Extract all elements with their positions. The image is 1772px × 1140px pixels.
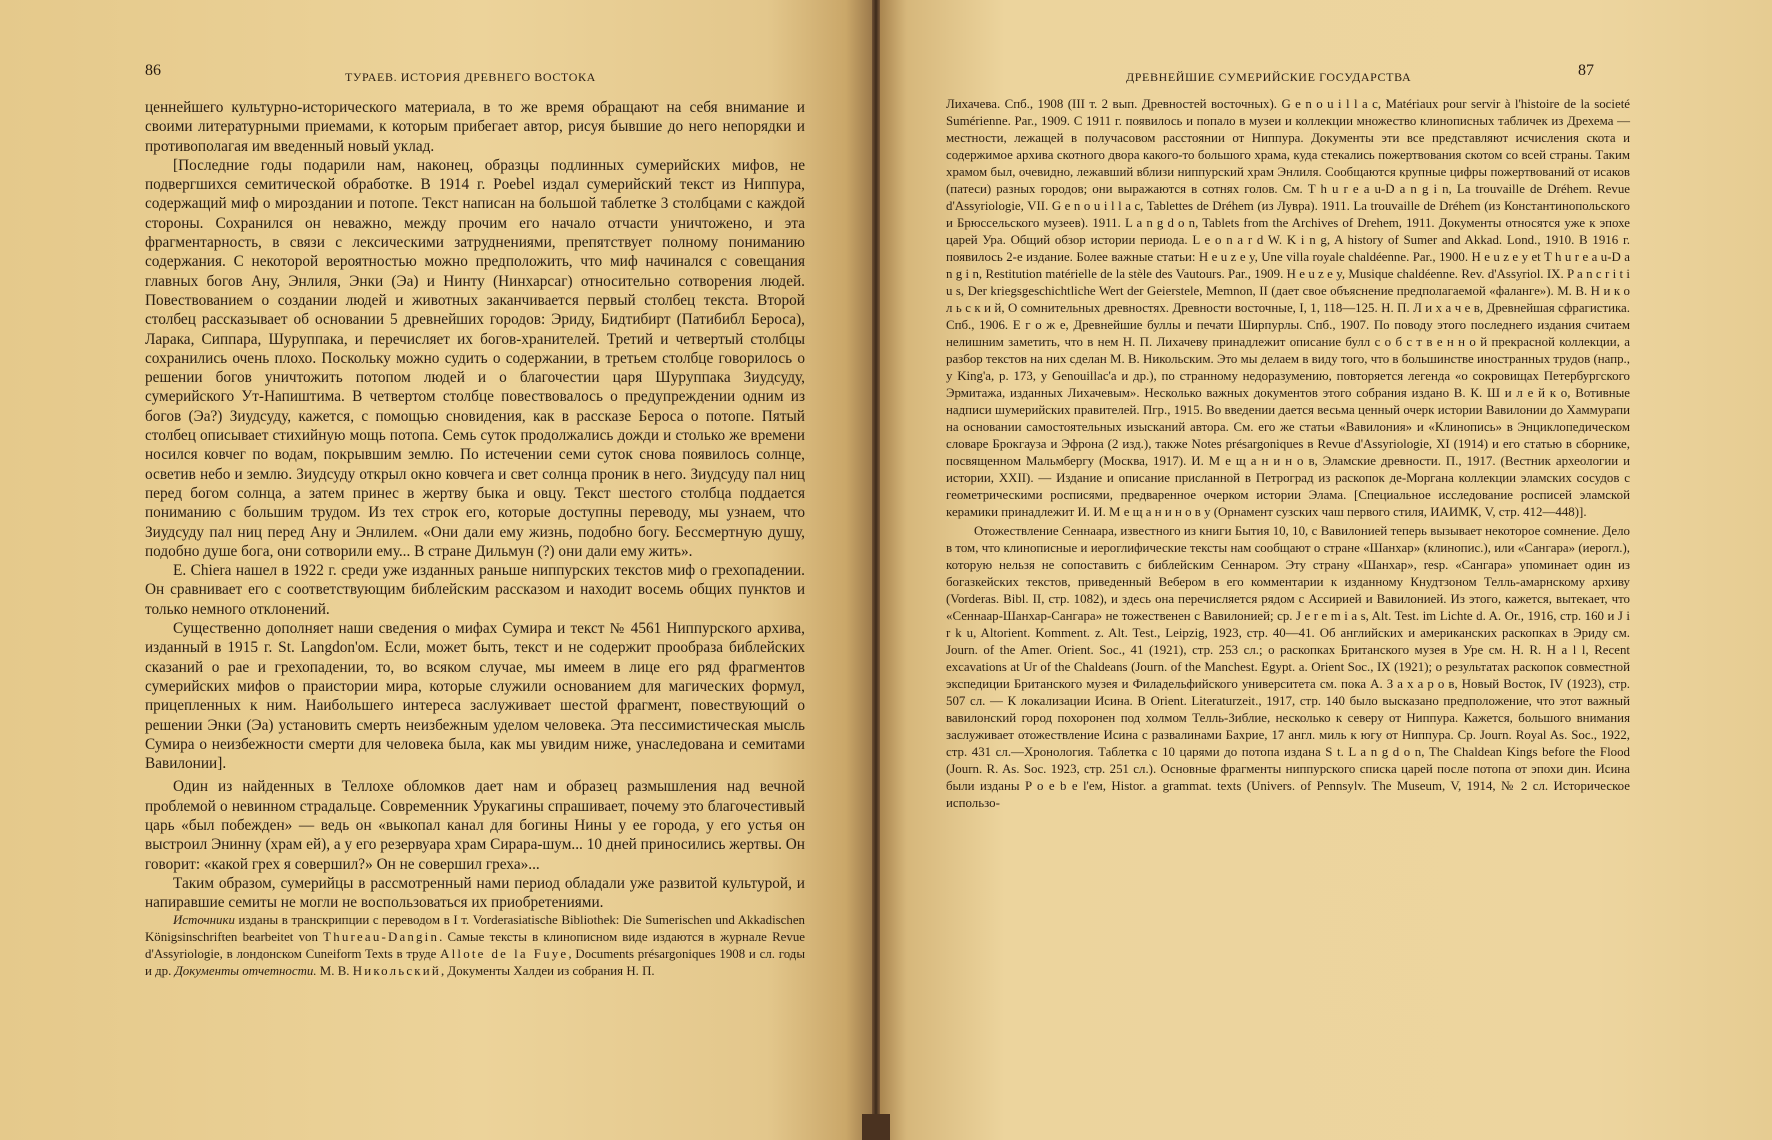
footnotes-left (145, 912, 805, 980)
paragraph: Существенно дополняет наши сведения о мифах Сумира и текст № 4561 Ниппурского архива, изданный в 1915 г. St. Langdon'ом. Если, может быть, текст и не содержит прообраза библейских сказаний о рае и грехопадении, то, во всяком случае, мы имеем в лице его ряд фрагментов сумерийских мифов о праистории мира, которые служили основанием для магических формул, прицепленных к ним. Наибольшего интереса заслуживает шестой фрагмент, повествующий о решении Энки (Эа) установить смерть неизбежным уделом человека. Эта пессимистическая мысль Сумира о неизбежности смерти для человека была, как мы увидим ниже, унаследована и семитами Вавилонии]. (145, 620, 805, 773)
body-text-left (145, 98, 805, 912)
footnote-paragraph: Лихачева. Спб., 1908 (III т. 2 вып. Древностей восточных). G e n o u i l l a c, Matériaux pour servir à l'histoire de la societé Sumérienne. Par., 1909. С 1911 г. появилось и попало в музеи и коллекции множество клинописных табличек из Дрехема — местности, лежащей в получасовом расстоянии от Ниппура. Документы эти все представляют исчисления скота и содержимое архива скотного двора какого-то большого храма, куда стекались пожертвования скотом со всей страны. Таким храмом был, очевидно, лежавший вблизи ниппурский храм Энлиля. Сообщаются крупные цифры пожертвований от исаков (патеси) разных городов; они выражаются в сотнях голов. См. T h u r e a u-D a n g i n, La trouvaille de Dréhem. Revue d'Assyriologie, VII. G e n o u i l l a c, Tablettes de Dréhem (из Лувра). 1911. La trouvaille de Dréhem (из Константинопольского и Брюссельского музеев). 1911. L a n g d o n, Tablets from the Archives of Drehem, 1911. Документы относятся уже к эпохе царей Ура. Общий обзор истории периода. L e o n a r d W. K i n g, A history of Sumer and Akkad. Lond., 1910. В 1916 г. появилось 2-е издание. Более важные статьи: H e u z e y, Une villa royale chaldéenne. Par., 1900. H e u z e y et T h u r e a u-D a n g i n, Restitution matérielle de la stèle des Vautours. Par., 1909. H e u z e y, Musique chaldéenne. Rev. d'Assyriol. IX. P a n c r i t i u s, Der kriegsgeschichtliche Wert der Geierstele, Memnon, II (дает свое объяснение предполагаемой «фаланге»). М. В. Н и к о л ь с к и й, О сомнительных древностях. Древности восточные, I, 1, 118—125. Н. П. Л и х а ч е в, Древнейшая сфрагистика. Спб., 1906. Е г о ж е, Древнейшие буллы и печати Ширпурлы. Спб., 1907. По поводу этого последнего издания считаем нелишним заметить, что в нем Н. П. Лихачеву принадлежит описание булл с о б с т в е н н о й прекрасной коллекции, а разбор текстов на них сделан М. В. Никольским. Это мы делаем в виду того, что в большинстве иностранных трудов (напр., у King'а, p. 173, у Genouillac'а и др.), по странному недоразумению, повторяется легенда «о сокровищах Петербургского Эрмитажа, изданных Лихачевым». Несколько важных документов этого собрания издано В. К. Ш и л е й к о, Вотивные надписи шумерийских правителей. Пгр., 1915. Во введении дается весьма ценный очерк истории Вавилонии до Хаммурапи на основании самостоятельных изысканий автора. См. его же статьи «Вавилония» и «Клинопись» в Энциклопедическом словаре Брокгауза и Эфрона (2 изд.), также Notes présargoniques в Revue d'Assyriologie, XI (1914) и его статью в сборнике, посвященном Мальмбергу (Москва, 1917). И. М е щ а н и н о в, Эламские древности. П., 1917. (Вестник археологии и истории, XXII). — Издание и описание присланной в Петроград из раскопок де-Моргана коллекции эламских сосудов с геометрическими росписями, предваренное очерком истории Элама. [Специальное исследование росписей эламской керамики принадлежит И. И. М е щ а н и н о в у (Орнамент сузских чаш первого стиля, ИАИМК, V, стр. 412—448)]. (946, 97, 1630, 519)
page-number-right: 87 (1578, 62, 1594, 79)
note-seg: , Документы Халдеи из собрания Н. П. (440, 964, 655, 978)
paragraph: Таким образом, сумерийцы в рассмотренный нами период обладали уже развитой культурой, и напиравшие семиты не могли не воспользоваться их приобретениями. (145, 874, 805, 912)
note-seg: Allote de la Fuye (440, 947, 569, 961)
running-head-right: ДРЕВНЕЙШИЕ СУМЕРИЙСКИЕ ГОСУДАРСТВА (1126, 70, 1412, 84)
paragraph: [Последние годы подарили нам, наконец, образцы подлинных сумерийских мифов, не подвергшихся семитической обработке. В 1914 г. Poebel издал сумерийский текст из Ниппура, содержащий миф о мироздании и потопе. Текст написан на большой таблетке 3 столбцами с каждой стороны. Сохранился он неважно, между прочим его начало отчасти уничтожено, и эта фрагментарность, в связи с лексическими затруднениями, препятствует полному пониманию содержания. С некоторой вероятностью можно предположить, что миф начинался с совещания главных богов Ану, Энлиля, Энки (Эа) и Нинту (Нинхарсаг) относительно сотворения людей. Повествованием о создании людей и животных заканчивается первый столбец текста. Второй столбец рассказывает об основании 5 древнейших городов: Эриду, Бидтибирт (Патибибл Бероса), Ларака, Сиппара, Шуруппака, и перечисляет их богов-хранителей. Третий и четвертый столбцы сохранились очень плохо. Поскольку можно судить о содержании, в третьем столбце говорилось о решении богов уничтожить потопом людей и о благочестии царя Шуруппака Зиудсуду, сумерийского Ут-Напиштима. В четвертом столбце повествовалось о предупреждении одним из богов (Эа?) Зиудсуду, кажется, с помощью сновидения, как в рассказе Бероса о потопе. Пятый столбец описывает стихийную мощь потопа. Семь суток продолжались дожди и столько же времени носился ковчег по водам, покрывшим землю. По истечении семи суток снова появилось солнце, осветив небо и землю. Зиудсуду открыл окно ковчега и свет солнца проник в него. Зиудсуду пал ниц перед богом солнца, а затем принес в жертву быка и овцу. Текст шестого столбца поддается пониманию с большим трудом. Из тех строк его, которые доступны переводу, мы узнаем, что Зиудсуду пал ниц перед Ану и Энлилем. «Они дали ему жизнь, подобно богу. Бессмертную душу, подобно душе бога, они сотворили ему... В стране Дильмун (?) они дали ему жить». (145, 156, 805, 560)
footnote-paragraph (145, 912, 805, 980)
note-seg: изданы в транскрипции с переводом в I т. Vorderasiatische Bibliothek: Die Sumerischen und Akkadischen Königsinschriften bearbeitet von (145, 913, 805, 944)
paragraph: Один из найденных в Теллохе обломков дает нам и образец размышления над вечной проблемой о невинном страдальце. Современник Урукагины спрашивает, почему это благочестивый царь «был побежден» — ведь он «выкопал канал для богины Нины у ее города, у его устья он выстроил Энинну (храм ей), а у его резервуара храм Сирара-шум... 10 дней приносились жертвы. Он говорит: «какой грех я совершил?» Он не совершил греха»... (145, 778, 805, 873)
paragraph: ценнейшего культурно-исторического материала, в то же время обращают на себя внимание и своими литературными приемами, к которым прибегает автор, рисуя бывшие до него непорядки и противополагая им введенный новый уклад. (145, 99, 805, 155)
note-seg: Никольский (352, 964, 441, 978)
note-seg: . Самые тексты в клинописном виде издаются в журнале Revue d'Assyriologie, в лондонском Cuneiform Texts в труде (145, 930, 806, 961)
note-seg: Thureau-Dangin (323, 930, 440, 944)
right-page (880, 0, 1772, 1140)
note-seg: Источники (173, 913, 235, 927)
footnote-paragraph: Отожествление Сеннаара, известного из книги Бытия 10, 10, с Вавилонией теперь вызывает некоторое сомнение. Дело в том, что клинописные и иероглифические тексты нам сообщают о стране «Шанхар» (клинопис.), или «Сангара» (иерогл.), которую нельзя не сопоставить с библейским Сеннаром. Эту страну «Шанхар», resp. «Сангара» упоминает один из богазкейских текстов, приведенный Вебером в его комментарии к изданному Кнудтзоном Телль-амарнскому архиву (Vorderas. Bibl. II, стр. 1082), и здесь она перечисляется рядом с Ассирией и Вавилонией. Из этого, кажется, вытекает, что «Сеннаар-Шанхар-Сангара» не тожественен с Вавилонией; ср. J e r e m i a s, Alt. Test. im Lichte d. A. Or., 1916, стр. 160 и J i r k u, Altorient. Komment. z. Alt. Test., Leipzig, 1923, стр. 40—41. Об английских и американских раскопках в Эриду см. Journ. of the Amer. Orient. Soc., 41 (1921), стр. 253 сл.; о раскопках Британского музея в Уре см. H. R. H a l l, Recent excavations at Ur of the Chaldeans (Journ. of the Manchest. Egypt. a. Orient Soc., IX (1921); о результатах раскопок совместной экспедиции Британского музея и Филадельфийского университета см. пока А. З а х а р о в, Новый Восток, IV (1923), стр. 507 сл. — К локализации Исина. В Orient. Literaturzeit., 1917, стр. 140 было высказано предположение, что этот важный вавилонский город похоронен под холмом Телль-Зиблие, несколько к северу от Ниппура. Кажется, большого внимания заслуживает отожествление Исина с развалинами Бахрие, 17 англ. миль к югу от Ниппура. Ср. Journ. Royal As. Soc., 1922, стр. 431 сл.—Хронология. Таблетка с 10 царями до потопа издана S t. L a n g d o n, The Chaldean Kings before the Flood (Journ. R. As. Soc. 1923, стр. 251 сл.). Основные фрагменты ниппурского списка царей после потопа от эпохи дин. Исина были изданы P o e b e l'ем, Histor. a grammat. texts (Univers. of Pennsylv. The Museum, V, 1914, № 2 сл. Историческое использо- (946, 524, 1630, 810)
left-page (0, 0, 872, 1140)
book-spine (862, 1114, 890, 1140)
book-gutter (872, 0, 880, 1140)
footnotes-right (946, 96, 1630, 812)
note-seg: Документы отчетности. (174, 964, 317, 978)
running-head-left: ТУРАЕВ. ИСТОРИЯ ДРЕВНЕГО ВОСТОКА (345, 70, 596, 84)
note-seg: М. В. (316, 964, 353, 978)
note-seg: , Documents présargoniques 1908 и сл. годы и др. (145, 947, 805, 978)
paragraph: E. Chiera нашел в 1922 г. среди уже изданных раньше ниппурских текстов миф о грехопадении. Он сравнивает его с соответствующим библейским рассказом и находит восемь общих пунктов и только немного отклонений. (145, 562, 805, 618)
page-number-left: 86 (145, 62, 161, 79)
